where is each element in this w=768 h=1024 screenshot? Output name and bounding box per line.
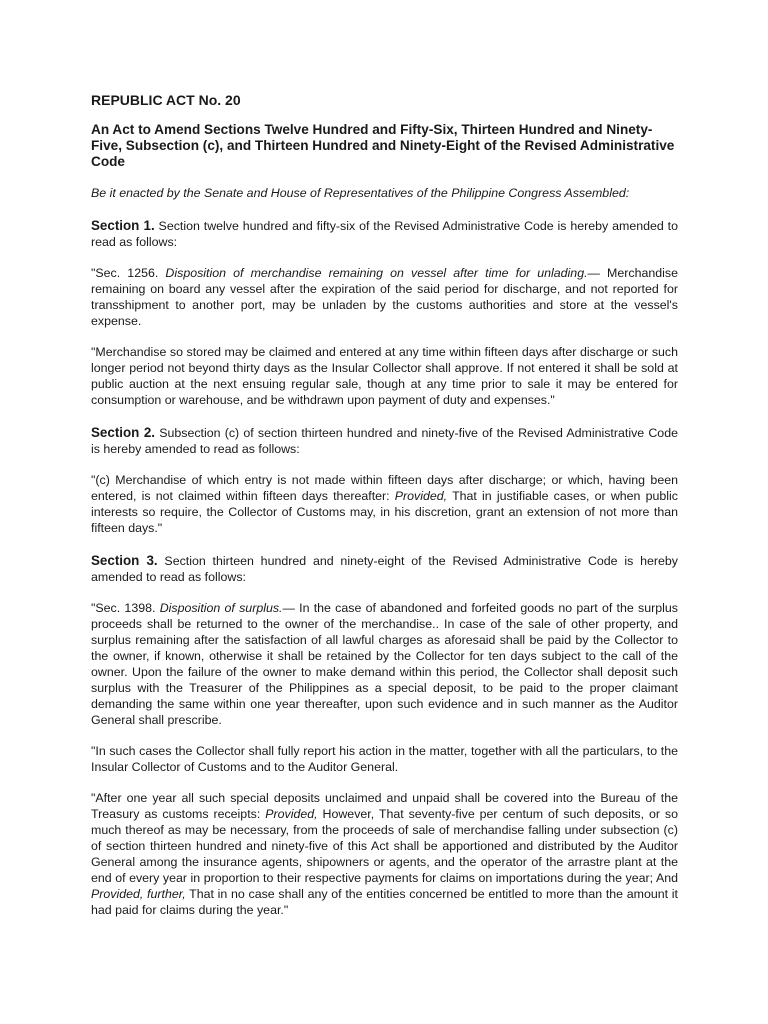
section-1-quote-1: [91, 265, 678, 329]
subsection-c-part-1: "(c) Merchandise of which entry is not made within fifteen days after discharge; or which, having been entered, is not claimed within fifteen days thereafter:: [91, 473, 678, 503]
section-3-paragraph: [91, 553, 678, 585]
section-2-quote: [91, 472, 678, 536]
enacting-clause: Be it enacted by the Senate and House of Representatives of the Philippine Congress Assembled:: [91, 186, 630, 200]
section-3-text: Section thirteen hundred and ninety-eight of the Revised Administrative Code is hereby amended to read as follows:: [91, 554, 678, 584]
sec-1398-text: — In the case of abandoned and forfeited goods no part of the surplus proceeds shall be returned to the owner of the merchandise.. In case of the sale of other property, and surplus remaining after the satisfaction of all lawful charges as aforesaid shall be paid by the Collector to the owner, if known, otherwise it shall be retained by the Collector for ten days subject to the call of the owner. Upon the failure of the owner to make demand within this period, the Collector shall deposit such surplus with the Treasurer of the Philippines as a special deposit, to be paid to the proper claimant demanding the same within one year thereafter, upon such evidence and in such manner as the Auditor General shall prescribe.: [91, 601, 678, 727]
sec-1256-prefix: "Sec. 1256.: [91, 266, 166, 280]
section-1-quote-2: "Merchandise so stored may be claimed and entered at any time within fifteen days after discharge or such longer period not beyond thirty days as the Insular Collector shall approve. If not entered it shall be sold at public auction at the next ensuing regular sale, though at any time prior to sale it may be entered for consumption or warehouse, and be withdrawn upon payment of duty and expenses.": [91, 345, 678, 407]
section-2-heading: Section 2.: [91, 425, 156, 440]
section-1-text: Section twelve hundred and fifty-six of the Revised Administrative Code is hereby amended to read as follows:: [91, 219, 678, 249]
section-3-quote-1: [91, 600, 678, 728]
subsection-c-proviso: Provided,: [394, 489, 448, 503]
sec-1256-text: — Merchandise remaining on board any vessel after the expiration of the said period for discharge, and not reported for transshipment to another port, may be unladen by the customs authorities and store at the vessel's expense.: [91, 266, 678, 328]
sec-1256-title: Disposition of merchandise remaining on vessel after time for unlading.: [165, 266, 588, 280]
deposits-part-3: That in no case shall any of the entities concerned be entitled to more than the amount it had paid for claims during the year.": [91, 887, 678, 917]
sec-1398-prefix: "Sec. 1398.: [91, 601, 160, 615]
deposits-part-2: However, That seventy-five per centum of such deposits, or so much thereof as may be necessary, from the proceeds of sale of merchandise falling under subsection (c) of section thirteen hundred and ninety-five of this Act shall be apportioned and distributed by the Auditor General among the insurance agents, shipowners or agents, and the operator of the arrastre plant at the end of every year in proportion to their respective payments for claims on importations during the year; And: [91, 807, 678, 885]
section-3-heading: Section 3.: [91, 553, 158, 568]
section-2-text: Subsection (c) of section thirteen hundred and ninety-five of the Revised Administrative Code is hereby amended to read as follows:: [91, 426, 678, 456]
document-subtitle: An Act to Amend Sections Twelve Hundred and Fifty-Six, Thirteen Hundred and Ninety-Five, Subsection (c), and Thirteen Hundred and Ninety-Eight of the Revised Administrative Code: [91, 122, 675, 169]
section-1-heading: Section 1.: [91, 218, 155, 233]
section-3-quote-3: [91, 790, 678, 918]
section-3-quote-2: "In such cases the Collector shall fully report his action in the matter, together with all the particulars, to the Insular Collector of Customs and to the Auditor General.: [91, 744, 678, 774]
sec-1398-title: Disposition of surplus.: [159, 601, 283, 615]
document-title: REPUBLIC ACT No. 20: [91, 92, 241, 108]
deposits-proviso-1: Provided,: [265, 807, 318, 821]
section-1-paragraph: [91, 218, 678, 250]
subsection-c-part-2: That in justifiable cases, or when public interests so require, the Collector of Customs may, in his discretion, grant an extension of not more than fifteen days.": [91, 489, 678, 535]
deposits-proviso-2: Provided, further,: [91, 887, 186, 901]
section-2-paragraph: [91, 425, 678, 457]
deposits-part-1: "After one year all such special deposits unclaimed and unpaid shall be covered into the Bureau of the Treasury as customs receipts:: [91, 791, 678, 821]
